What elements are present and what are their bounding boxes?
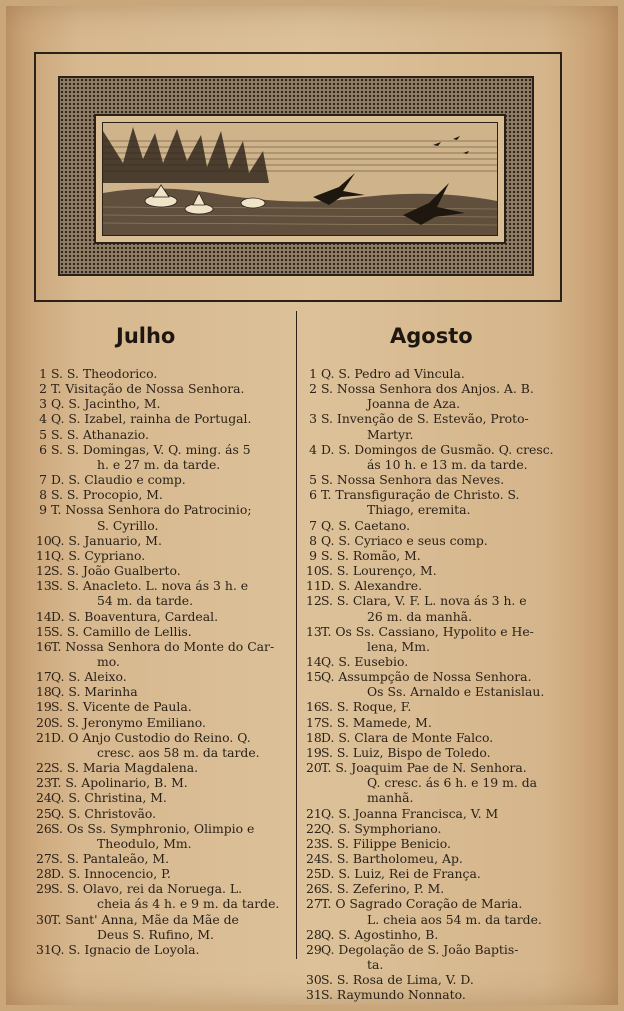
calendar-day-line xyxy=(36,411,288,426)
calendar-day-line xyxy=(36,396,288,411)
day-number: 25 xyxy=(36,805,52,821)
calendar-day-line xyxy=(306,487,566,502)
day-number: 22 xyxy=(36,760,52,776)
calendar-day-line xyxy=(36,578,288,593)
day-text: ta. xyxy=(367,957,384,973)
day-text: Q. S. Januario, M. xyxy=(51,532,162,548)
day-number: 27 xyxy=(36,851,52,866)
day-text: S. S. Maria Magdalena. xyxy=(51,760,199,776)
calendar-day-line xyxy=(36,684,288,699)
calendar-day-line xyxy=(306,851,566,866)
calendar-day-line xyxy=(306,548,566,563)
day-number: 1 xyxy=(309,366,317,381)
calendar-day-line xyxy=(36,912,288,927)
day-text: S. S. Theodorico. xyxy=(51,366,158,381)
day-number xyxy=(306,457,317,472)
day-text: S. S. Mamede, M. xyxy=(321,714,432,730)
day-number: 24 xyxy=(36,790,52,806)
day-number: 2 xyxy=(39,381,47,397)
day-number: 28 xyxy=(306,926,322,942)
day-text: S. Nossa Senhora dos Anjos. A. B. xyxy=(321,381,534,397)
day-number xyxy=(36,593,47,608)
day-text: Q. Assumpção de Nossa Senhora. xyxy=(321,669,532,685)
engraving-swallows-water-lilies xyxy=(102,122,498,236)
day-number xyxy=(36,896,47,911)
day-text: D. O Anjo Custodio do Reino. Q. xyxy=(51,729,251,745)
calendar-day-line xyxy=(306,684,566,699)
calendar-day-line xyxy=(306,396,566,411)
day-number: 12 xyxy=(306,593,322,609)
month-title-right: Agosto xyxy=(390,324,473,348)
day-text: D. S. Luiz, Rei de França. xyxy=(321,866,481,882)
day-number: 14 xyxy=(306,653,322,669)
calendar-day-line xyxy=(36,821,288,836)
calendar-day-line xyxy=(306,381,566,396)
calendar-day-line xyxy=(306,760,566,775)
day-text: S. S. Luiz, Bispo de Toledo. xyxy=(321,744,491,760)
calendar-day-line xyxy=(306,881,566,896)
day-text: cheia ás 4 h. e 9 m. da tarde. xyxy=(97,896,280,912)
calendar-day-line xyxy=(306,927,566,942)
day-number xyxy=(36,745,47,760)
calendar-day-line xyxy=(36,806,288,821)
day-text: D. S. Clara de Monte Falco. xyxy=(321,729,494,745)
calendar-day-line xyxy=(306,957,566,972)
day-number: 14 xyxy=(36,608,52,624)
day-number: 30 xyxy=(306,972,322,988)
day-number xyxy=(36,836,47,851)
day-number: 22 xyxy=(306,820,322,836)
day-text: D. S. Innocencio, P. xyxy=(51,866,171,882)
day-number: 7 xyxy=(39,472,47,488)
day-number: 27 xyxy=(306,896,322,912)
day-number: 10 xyxy=(306,563,322,579)
calendar-day-line xyxy=(306,533,566,548)
day-text: Q. cresc. ás 6 h. e 19 m. da manhã. xyxy=(367,775,538,806)
day-text: D. S. Alexandre. xyxy=(321,578,423,594)
calendar-day-line xyxy=(306,457,566,472)
day-text: S. S. Rosa de Lima, V. D. xyxy=(321,972,474,988)
day-text: S. Nossa Senhora das Neves. xyxy=(321,472,505,488)
day-number xyxy=(306,684,317,699)
day-number: 13 xyxy=(36,578,52,594)
day-text: S. S. Roque, F. xyxy=(321,699,412,715)
calendar-day-line xyxy=(306,775,566,805)
day-text: Q. Degolação de S. João Baptis- xyxy=(321,941,519,957)
day-text: Q. S. Christovão. xyxy=(51,805,157,821)
calendar-day-line xyxy=(36,851,288,866)
day-text: S. Raymundo Nonnato. xyxy=(321,987,466,1003)
day-text: Martyr. xyxy=(367,426,414,442)
calendar-day-line xyxy=(36,942,288,957)
day-number: 9 xyxy=(309,547,317,563)
calendar-day-line xyxy=(36,760,288,775)
day-number xyxy=(36,518,47,533)
day-number: 15 xyxy=(306,669,322,685)
day-number: 20 xyxy=(36,714,52,730)
calendar-day-line xyxy=(36,548,288,563)
day-number: 4 xyxy=(39,411,47,427)
calendar-day-line xyxy=(36,381,288,396)
day-number: 21 xyxy=(306,805,322,821)
day-text: S. S. Pantaleão, M. xyxy=(51,851,170,866)
day-number: 6 xyxy=(39,441,47,457)
day-number xyxy=(306,609,317,624)
day-number xyxy=(36,927,47,942)
calendar-day-line xyxy=(306,502,566,517)
day-text: Q. S. Cyriaco e seus comp. xyxy=(321,532,488,548)
day-text: S. S. Lourenço, M. xyxy=(321,563,437,579)
day-text: Joanna de Aza. xyxy=(367,396,461,412)
day-text: 54 m. da tarde. xyxy=(97,593,194,609)
calendar-day-line xyxy=(36,927,288,942)
day-text: S. S. Anacleto. L. nova ás 3 h. e xyxy=(51,578,249,594)
day-text: T. Os Ss. Cassiano, Hypolito e He- xyxy=(321,623,534,639)
day-number: 4 xyxy=(309,441,317,457)
calendar-day-line xyxy=(36,896,288,911)
calendar-day-line xyxy=(36,639,288,654)
calendar-day-line xyxy=(306,563,566,578)
calendar-day-line xyxy=(306,624,566,639)
calendar-day-line xyxy=(36,427,288,442)
day-text: T. Sant' Anna, Mãe da Mãe de xyxy=(51,911,239,927)
day-text: S. S. Filippe Benicio. xyxy=(321,835,451,851)
day-number: 19 xyxy=(36,699,52,715)
day-number: 11 xyxy=(306,578,322,594)
day-number xyxy=(306,775,317,805)
day-text: S. S. Domingas, V. Q. ming. ás 5 xyxy=(51,441,251,457)
calendar-column-left xyxy=(36,366,288,957)
day-text: S. S. Procopio, M. xyxy=(51,487,163,503)
calendar-day-line xyxy=(36,472,288,487)
day-number xyxy=(306,957,317,972)
day-text: Q. S. Izabel, rainha de Portugal. xyxy=(51,411,252,427)
day-text: 26 m. da manhã. xyxy=(367,608,473,624)
day-number: 21 xyxy=(36,729,52,745)
day-number xyxy=(306,502,317,517)
day-text: Q. S. Agostinho, B. xyxy=(321,926,439,942)
day-number xyxy=(306,396,317,411)
day-text: mo. xyxy=(97,653,120,669)
day-text: S. S. Jeronymo Emiliano. xyxy=(51,714,206,730)
day-number: 5 xyxy=(39,426,47,442)
day-number: 10 xyxy=(36,532,52,548)
calendar-day-line xyxy=(36,609,288,624)
day-text: Q. S. Ignacio de Loyola. xyxy=(51,941,200,957)
calendar-day-line xyxy=(306,593,566,608)
calendar-day-line xyxy=(36,881,288,896)
day-text: h. e 27 m. da tarde. xyxy=(97,456,221,472)
calendar-day-line xyxy=(36,790,288,805)
day-text: S. Os Ss. Symphronio, Olimpio e xyxy=(51,820,255,836)
calendar-day-line xyxy=(36,699,288,714)
day-text: T. O Sagrado Coração de Maria. xyxy=(321,896,523,912)
calendar-day-line xyxy=(36,654,288,669)
day-number: 1 xyxy=(39,366,47,381)
calendar-day-line xyxy=(306,987,566,1002)
day-text: T. S. Joaquim Pae de N. Senhora. xyxy=(321,760,527,776)
calendar-day-line xyxy=(306,654,566,669)
calendar-day-line xyxy=(306,518,566,533)
day-text: T. S. Apolinario, B. M. xyxy=(51,775,188,791)
calendar-day-line xyxy=(36,669,288,684)
day-text: T. Nossa Senhora do Monte do Car- xyxy=(51,638,275,654)
day-text: S. S. João Gualberto. xyxy=(51,563,181,579)
calendar-day-line xyxy=(306,730,566,745)
calendar-column-right xyxy=(306,366,566,1003)
calendar-day-line xyxy=(306,609,566,624)
day-text: S. Cyrillo. xyxy=(97,517,159,533)
day-text: T. Transfiguração de Christo. S. xyxy=(321,487,520,503)
day-number: 28 xyxy=(36,866,52,882)
month-title-left: Julho xyxy=(116,324,176,348)
day-text: Q. S. Jacintho, M. xyxy=(51,396,161,412)
day-text: Theodulo, Mm. xyxy=(97,835,192,851)
day-text: Q. S. Caetano. xyxy=(321,517,411,533)
day-number: 24 xyxy=(306,851,322,866)
calendar-day-line xyxy=(306,427,566,442)
calendar-day-line xyxy=(306,942,566,957)
day-text: Q. S. Christina, M. xyxy=(51,790,167,806)
calendar-day-line xyxy=(306,472,566,487)
day-number: 3 xyxy=(39,396,47,412)
day-text: T. Visitação de Nossa Senhora. xyxy=(51,381,245,397)
day-text: S. S. Vicente de Paula. xyxy=(51,699,192,715)
calendar-day-line xyxy=(306,912,566,927)
day-number: 13 xyxy=(306,623,322,639)
day-text: D. S. Claudio e comp. xyxy=(51,472,186,488)
day-text: Thiago, eremita. xyxy=(367,502,471,518)
day-number: 17 xyxy=(306,714,322,730)
day-number: 18 xyxy=(36,684,52,700)
day-number: 17 xyxy=(36,669,52,685)
day-text: Q. S. Joanna Francisca, V. M xyxy=(321,805,499,821)
day-number: 6 xyxy=(309,487,317,503)
day-number: 26 xyxy=(36,820,52,836)
day-number xyxy=(36,457,47,472)
calendar-day-line xyxy=(306,866,566,881)
calendar-day-line xyxy=(306,411,566,426)
day-text: Os Ss. Arnaldo e Estanislau. xyxy=(367,684,545,700)
calendar-day-line xyxy=(36,366,288,381)
day-text: lena, Mm. xyxy=(367,638,430,654)
calendar-day-line xyxy=(306,578,566,593)
calendar-day-line xyxy=(306,745,566,760)
calendar-day-line xyxy=(306,639,566,654)
calendar-day-line xyxy=(306,896,566,911)
day-number: 7 xyxy=(309,517,317,533)
day-number: 16 xyxy=(36,638,52,654)
day-number: 8 xyxy=(309,532,317,548)
day-number: 16 xyxy=(306,699,322,715)
calendar-day-line xyxy=(306,972,566,987)
day-number: 18 xyxy=(306,729,322,745)
calendar-day-line xyxy=(36,442,288,457)
calendar-day-line xyxy=(306,715,566,730)
day-number: 2 xyxy=(309,381,317,397)
day-number: 29 xyxy=(306,941,322,957)
day-number: 26 xyxy=(306,881,322,897)
day-text: cresc. aos 58 m. da tarde. xyxy=(97,744,260,760)
day-text: S. S. Romão, M. xyxy=(321,547,421,563)
calendar-day-line xyxy=(36,730,288,745)
calendar-day-line xyxy=(36,457,288,472)
day-text: Q. S. Cypriano. xyxy=(51,547,146,563)
day-number: 15 xyxy=(36,623,52,639)
column-divider xyxy=(296,311,297,959)
calendar-day-line xyxy=(306,442,566,457)
calendar-day-line xyxy=(36,836,288,851)
day-text: D. S. Boaventura, Cardeal. xyxy=(51,608,219,624)
day-text: Q. S. Eusebio. xyxy=(321,653,409,669)
calendar-day-line xyxy=(36,624,288,639)
day-number: 8 xyxy=(39,487,47,503)
day-text: S. Invenção de S. Estevão, Proto- xyxy=(321,411,529,427)
day-number: 23 xyxy=(306,835,322,851)
calendar-day-line xyxy=(36,593,288,608)
day-text: S. S. Athanazio. xyxy=(51,426,149,442)
day-text: L. cheia aos 54 m. da tarde. xyxy=(367,911,542,927)
day-number xyxy=(306,639,317,654)
calendar-day-line xyxy=(36,518,288,533)
day-number: 5 xyxy=(309,472,317,488)
calendar-day-line xyxy=(306,836,566,851)
calendar-day-line xyxy=(306,699,566,714)
day-text: Q. S. Pedro ad Vincula. xyxy=(321,366,465,381)
calendar-day-line xyxy=(36,533,288,548)
day-text: Q. S. Aleixo. xyxy=(51,669,127,685)
day-number: 31 xyxy=(36,941,52,957)
engraving-illustration xyxy=(103,123,497,235)
calendar-day-line xyxy=(36,866,288,881)
day-number: 12 xyxy=(36,563,52,579)
calendar-day-line xyxy=(36,775,288,790)
day-number xyxy=(36,654,47,669)
day-number: 20 xyxy=(306,760,322,776)
day-number: 11 xyxy=(36,547,52,563)
day-number: 30 xyxy=(36,911,52,927)
calendar-day-line xyxy=(306,366,566,381)
day-text: S. S. Bartholomeu, Ap. xyxy=(321,851,463,866)
day-text: ás 10 h. e 13 m. da tarde. xyxy=(367,456,528,472)
day-number: 23 xyxy=(36,775,52,791)
day-text: Q. S. Symphoriano. xyxy=(321,820,442,836)
day-text: S. S. Clara, V. F. L. nova ás 3 h. e xyxy=(321,593,527,609)
calendar-day-line xyxy=(36,502,288,517)
day-number: 9 xyxy=(39,502,47,518)
day-number xyxy=(306,427,317,442)
calendar-day-line xyxy=(36,745,288,760)
day-number: 25 xyxy=(306,866,322,882)
day-text: S. S. Olavo, rei da Noruega. L. xyxy=(51,881,243,897)
calendar-day-line xyxy=(36,563,288,578)
calendar-day-line xyxy=(306,669,566,684)
day-text: S. S. Camillo de Lellis. xyxy=(51,623,192,639)
day-number: 3 xyxy=(309,411,317,427)
calendar-day-line xyxy=(306,821,566,836)
day-number: 31 xyxy=(306,987,322,1003)
day-text: D. S. Domingos de Gusmão. Q. cresc. xyxy=(321,441,554,457)
almanac-page xyxy=(6,6,618,1005)
calendar-day-line xyxy=(36,487,288,502)
calendar-day-line xyxy=(36,715,288,730)
day-text: Q. S. Marinha xyxy=(51,684,138,700)
day-number: 19 xyxy=(306,744,322,760)
day-text: T. Nossa Senhora do Patrocinio; xyxy=(51,502,252,518)
day-number: 29 xyxy=(36,881,52,897)
day-number xyxy=(306,912,317,927)
day-text: S. S. Zeferino, P. M. xyxy=(321,881,445,897)
day-text: Deus S. Rufino, M. xyxy=(97,926,214,942)
calendar-day-line xyxy=(306,806,566,821)
